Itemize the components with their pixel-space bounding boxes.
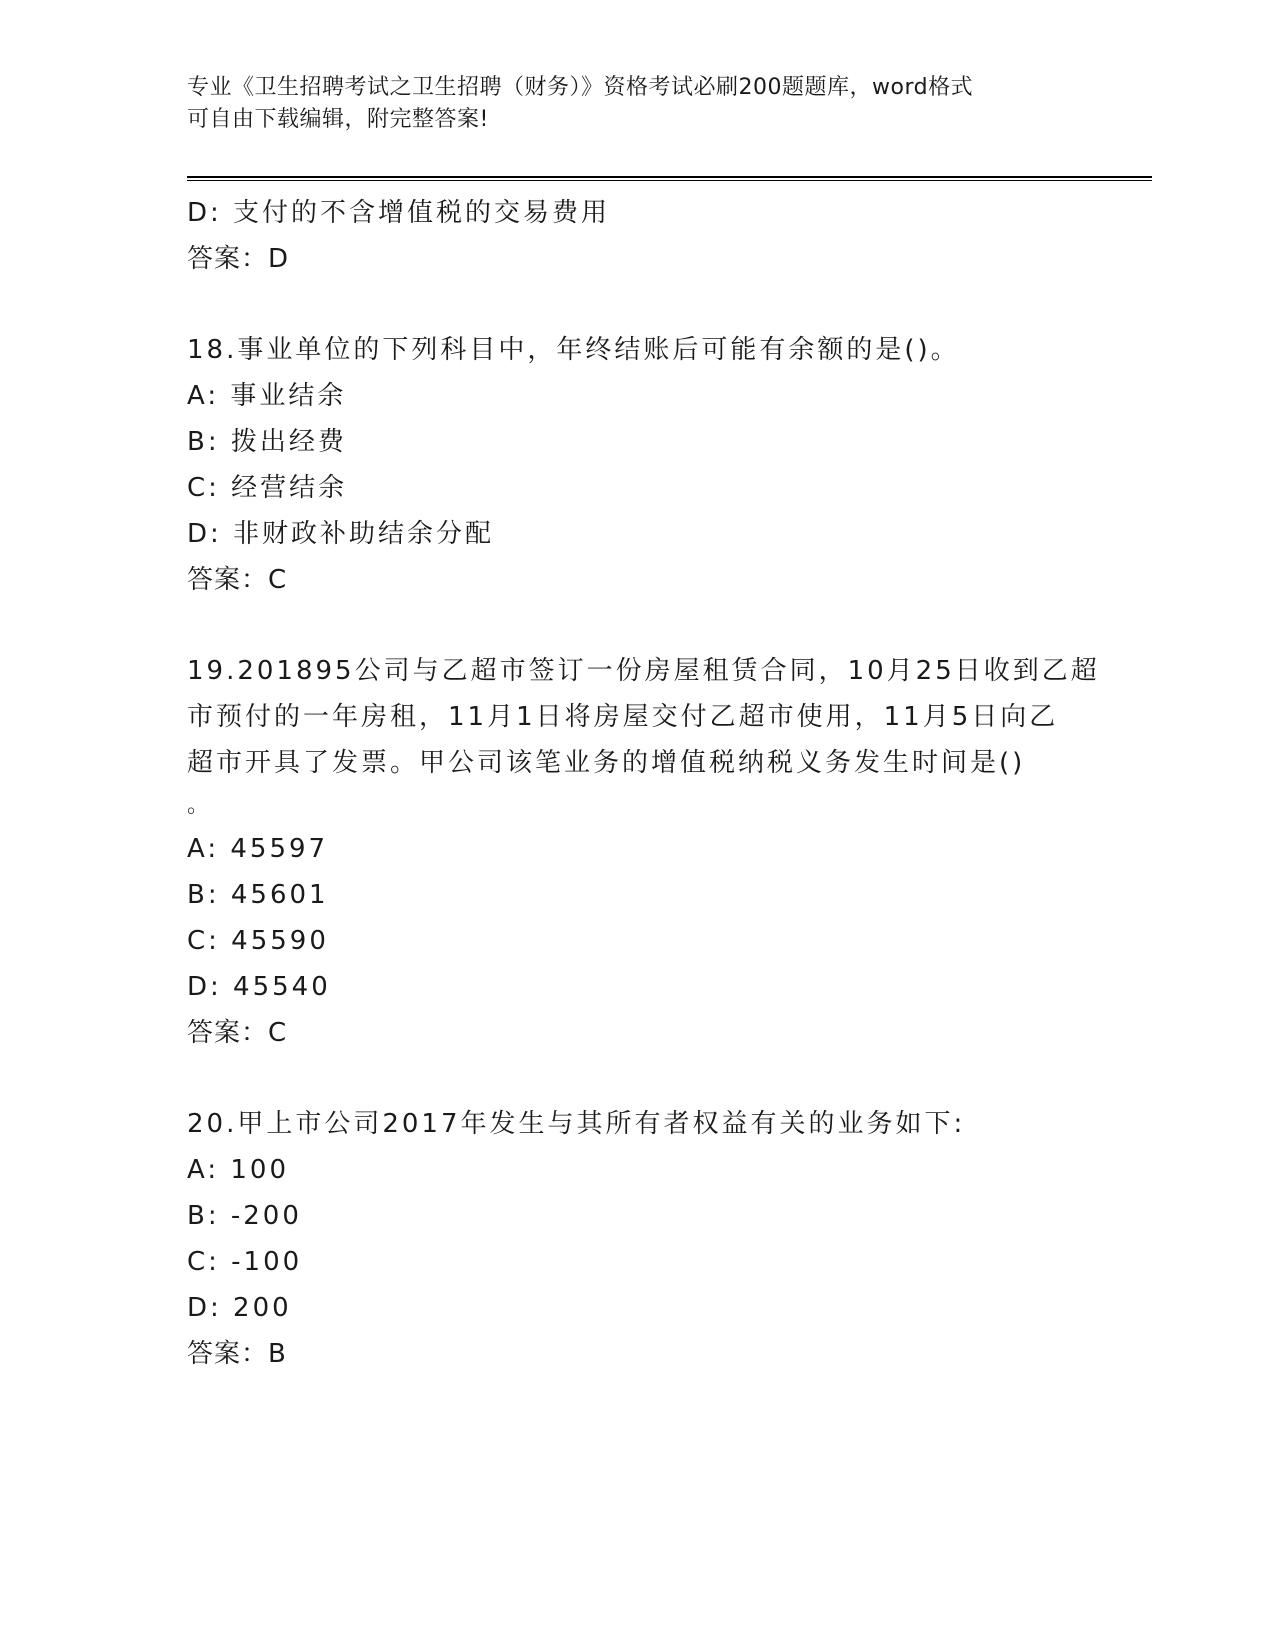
option-d: D: 非财政补助结余分配: [187, 519, 495, 549]
question-stem: 20.甲上市公司2017年发生与其所有者权益有关的业务如下:: [187, 1109, 966, 1139]
option-b: B: -200: [187, 1201, 302, 1231]
question-stem: 18.事业单位的下列科目中，年终结账后可能有余额的是()。: [187, 335, 960, 365]
answer-line: 答案：D: [187, 244, 290, 274]
question-stem-tail: 。: [187, 793, 213, 818]
carryover-question-block: [187, 190, 1087, 282]
document-header: [187, 72, 1067, 136]
question-20: [187, 1101, 1087, 1377]
option-d: D: 45540: [187, 972, 331, 1002]
answer-line: 答案：C: [187, 1018, 288, 1048]
option-c: C: 45590: [187, 926, 329, 956]
option-d: D: 支付的不含增值税的交易费用: [187, 198, 611, 228]
answer-line: 答案：C: [187, 565, 288, 595]
option-a: A: 事业结余: [187, 381, 347, 411]
header-divider: [187, 176, 1152, 181]
question-19: [187, 648, 1100, 1056]
option-d: D: 200: [187, 1293, 292, 1323]
block-gap: [187, 1056, 1087, 1101]
header-line-2: 可自由下载编辑，附完整答案!: [187, 107, 489, 132]
document-body: [187, 190, 1100, 1377]
block-gap: [187, 282, 1087, 327]
option-a: A: 45597: [187, 834, 329, 864]
header-line-1: 专业《卫生招聘考试之卫生招聘（财务）》资格考试必刷200题题库，word格式: [187, 75, 974, 100]
option-a: A: 100: [187, 1155, 289, 1185]
option-c: C: -100: [187, 1247, 303, 1277]
question-stem-line-1: 19.201895公司与乙超市签订一份房屋租赁合同，10月25日收到乙超: [187, 656, 1100, 686]
option-b: B: 45601: [187, 880, 329, 910]
question-stem-line-2: 市预付的一年房租，11月1日将房屋交付乙超市使用，11月5日向乙: [187, 702, 1059, 732]
question-stem-line-3: 超市开具了发票。甲公司该笔业务的增值税纳税义务发生时间是(): [187, 748, 1026, 778]
block-gap: [187, 603, 1087, 648]
answer-line: 答案：B: [187, 1339, 287, 1369]
option-b: B: 拨出经费: [187, 427, 347, 457]
option-c: C: 经营结余: [187, 473, 348, 503]
question-18: [187, 327, 1087, 603]
